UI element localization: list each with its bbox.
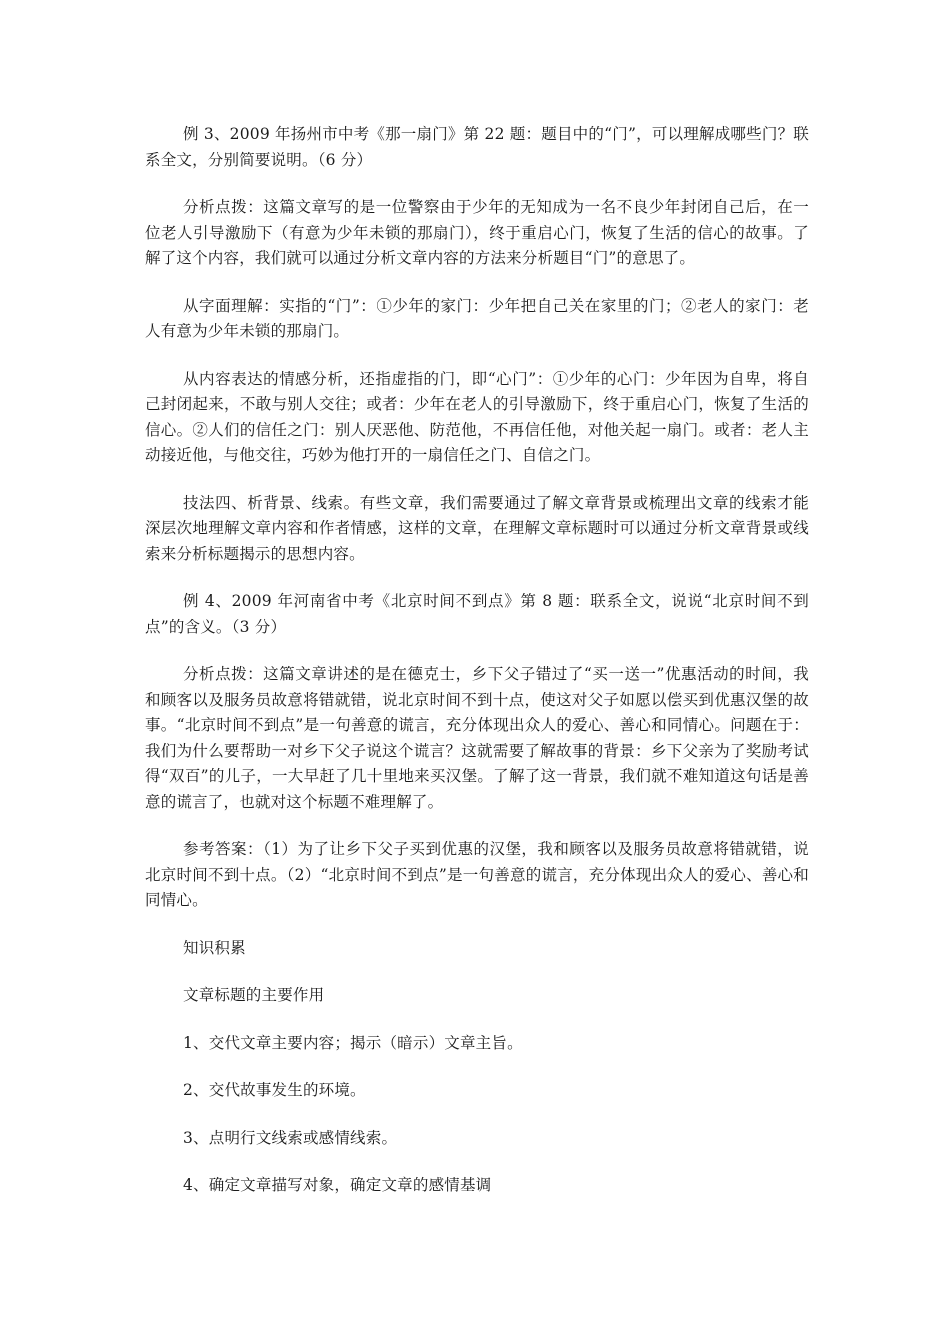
emotional-meaning-paragraph: 从内容表达的情感分析，还指虚指的门，即“心门”：①少年的心门：少年因为自卑，将自己封闭起来，不敢与别人交往；或者：少年在老人的引导激励下，终于重启心门，恢复了生活的信心。②人们的信任之门：别人厌恶他、防范他，不再信任他，对他关起一扇门。或者：老人主动接近他，与他交往，巧妙为他打开的一扇信任之门、自信之门。 <box>145 369 809 464</box>
list-item: 4、确定文章描写对象，确定文章的感情基调 <box>183 1176 492 1194</box>
document-body <box>145 122 809 1221</box>
list-item: 1、交代文章主要内容；揭示（暗示）文章主旨。 <box>183 1033 523 1052</box>
reference-answer: 参考答案：（1）为了让乡下父子买到优惠的汉堡，我和顾客以及服务员故意将错就错，说北京时间不到十点。（2）“北京时间不到点”是一句善意的谎言，充分体现出众人的爱心、善心和同情心。 <box>145 840 809 909</box>
example-4-question: 例 4、2009 年河南省中考《北京时间不到点》第 8 题：联系全文，说说“北京时间不到点”的含义。（3 分） <box>145 592 809 636</box>
example-3-analysis: 分析点拨：这篇文章写的是一位警察由于少年的无知成为一名不良少年封闭自己后，在一位老人引导激励下（有意为少年未锁的那扇门），终于重启心门，恢复了生活的信心的故事。了解了这个内容，我们就可以通过分析文章内容的方法来分析题目“门”的意思了。 <box>145 198 809 267</box>
title-function-heading: 文章标题的主要作用 <box>183 986 325 1004</box>
technique-four-paragraph: 技法四、析背景、线索。有些文章，我们需要通过了解文章背景或梳理出文章的线索才能深层次地理解文章内容和作者情感，这样的文章，在理解文章标题时可以通过分析文章背景或线索来分析标题揭示的思想内容。 <box>145 493 809 563</box>
knowledge-heading: 知识积累 <box>183 938 246 957</box>
list-item: 3、点明行文线索或感情线索。 <box>183 1128 398 1147</box>
literal-meaning-paragraph: 从字面理解：实指的“门”：①少年的家门：少年把自己关在家里的门；②老人的家门：老人有意为少年未锁的那扇门。 <box>145 296 809 340</box>
example-4-analysis: 分析点拨：这篇文章讲述的是在德克士，乡下父子错过了“买一送一”优惠活动的时间，我和顾客以及服务员故意将错就错，说北京时间不到十点，使这对父子如愿以偿买到优惠汉堡的故事。“北京时间不到点”是一句善意的谎言，充分体现出众人的爱心、善心和同情心。问题在于：我们为什么要帮助一对乡下父子说这个谎言？这就需要了解故事的背景：乡下父亲为了奖励考试得“双百”的儿子，一大早赶了几十里地来买汉堡。了解了这一背景，我们就不难知道这句话是善意的谎言了，也就对这个标题不难理解了。 <box>145 665 809 811</box>
example-3-question: 例 3、2009 年扬州市中考《那一扇门》第 22 题：题目中的“门”，可以理解成哪些门？联系全文，分别简要说明。（6 分） <box>145 125 809 169</box>
list-item: 2、交代故事发生的环境。 <box>183 1081 366 1099</box>
